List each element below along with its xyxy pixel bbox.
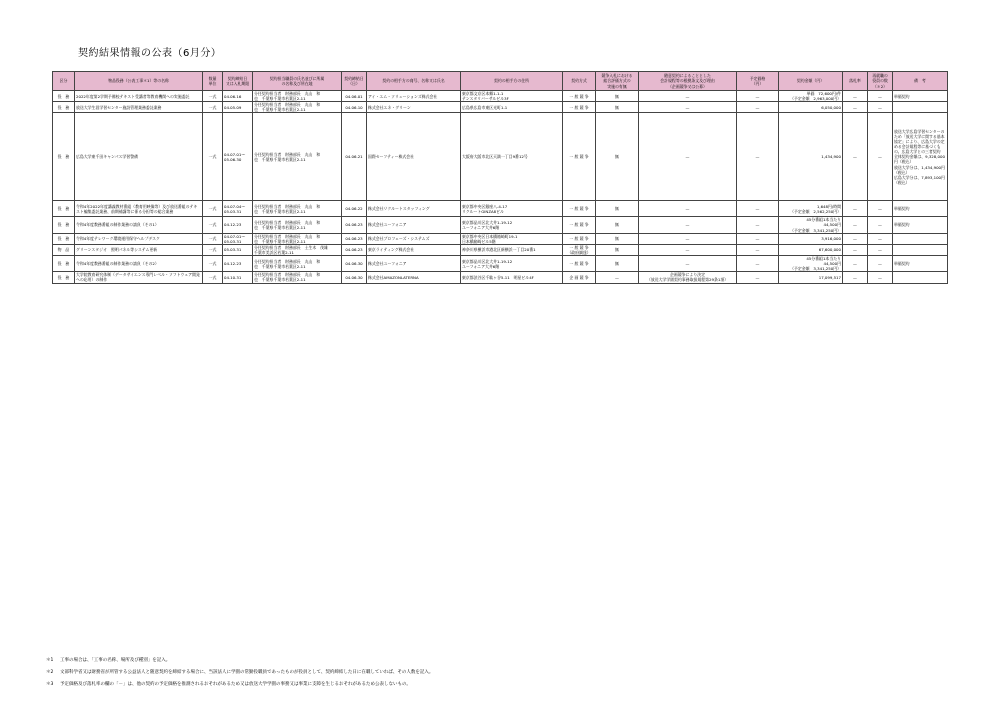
table-row [53, 233, 948, 244]
table-cell: 一式 [203, 113, 223, 201]
page-title: 契約結果情報の公表（6月分） [78, 48, 222, 59]
table-cell: 04.07.01～ 05.06.30 [223, 113, 253, 201]
table-cell: 一式 [203, 217, 223, 233]
table-cell: 東京都中央区銀座八-4-17 リクルートGINZA8ビル [461, 201, 563, 217]
table-cell: 広島大学東千田キャンパス学習警備 [75, 113, 203, 201]
table-cell: 大阪府大阪市北区天満一丁目9番12号 [461, 113, 563, 201]
footnote-text: 予定価格及び落札率の欄の「－」は、他の契約の予定価格を推測されるおそれがあるため又は放送大学学園の事務又は事業に支障を生じるおそれがあるため公表しないもの。 [60, 682, 411, 687]
table-cell: — [737, 91, 779, 102]
table-cell: 04.06.01 [342, 91, 367, 102]
table-cell: 無 [596, 113, 639, 201]
contract-table [52, 71, 948, 284]
table-cell: 一 般 競 争 [563, 233, 596, 244]
table-cell: 分任契約担当者 財務部長 丸山 和 也 千葉県千葉市若葉区2-11 [253, 201, 342, 217]
table-cell [893, 102, 948, 113]
table-cell: 株式会社ブロフェーズ・システムズ [367, 233, 461, 244]
table-cell: 令和4年度教務番組の制作業務の請負（その2） [75, 256, 203, 272]
table-cell: 東京都渋谷区千駄ヶ谷5-11 明星ビル4F [461, 272, 563, 283]
table-cell: — [737, 272, 779, 283]
table-row [53, 102, 948, 113]
table-cell: 株式会社AMAZONLATERNA [367, 272, 461, 283]
table-cell: 一 般 競 争 [563, 256, 596, 272]
table-cell: 国際セーフティー株式会社 [367, 113, 461, 201]
table-cell: 役 務 [53, 233, 75, 244]
table-cell: — [868, 233, 893, 244]
table-cell: — [639, 91, 737, 102]
table-cell: 令和4年度テレワーク環境運用保守ヘルプデスク [75, 233, 203, 244]
table-cell: 企 画 競 争 [563, 272, 596, 283]
table-cell: 分任契約担当者 財務部長 土生木 茂雄 千葉市美浜区若葉2-11 [253, 244, 342, 255]
table-cell: 一式 [203, 244, 223, 255]
table-cell: 04.06.23 [342, 244, 367, 255]
table-cell: 67,600,000 [779, 244, 843, 255]
table-cell: 分任契約担当者 財務部長 丸山 和 也 千葉県千葉市若葉区2-11 [253, 91, 342, 102]
table-cell: 一式 [203, 201, 223, 217]
table-cell: 令和4年度教務番組の制作業務の請負（その1） [75, 217, 203, 233]
table-cell: 一 般 競 争 [563, 102, 596, 113]
table-cell: 04.12.23 [223, 217, 253, 233]
footnote-text: 文部科学省又は財務省が所管する公益法人と随意契約を締結する場合に、当該法人に学園の常勤役職員であったものが役員として、契約締結した日に在職していれば、その人数を記入。 [60, 670, 434, 675]
column-header: 備 考 [893, 72, 948, 91]
table-cell: 04.06.16 [223, 91, 253, 102]
table-cell: 無 [596, 244, 639, 255]
table-cell: 東京都文京区本郷1-1-1 テンスタリバーサルビル3F [461, 91, 563, 102]
table-cell: — [868, 113, 893, 201]
table-cell: — [639, 201, 737, 217]
table-cell: — [843, 113, 868, 201]
column-header: 落札率 [843, 72, 868, 91]
table-cell [893, 272, 948, 283]
table-cell: — [843, 244, 868, 255]
table-cell: 分任契約担当者 財務部長 丸山 和 也 千葉県千葉市若葉区2-11 [253, 113, 342, 201]
table-row [53, 201, 948, 217]
table-cell: 04.05.09 [223, 102, 253, 113]
table-cell: 役 務 [53, 217, 75, 233]
table-cell: — [737, 244, 779, 255]
table-cell: 株式会社ユーフォニア [367, 256, 461, 272]
table-cell: 無 [596, 201, 639, 217]
footnote-mark: ＊3 [46, 682, 54, 687]
table-cell: 一 般 競 争 [563, 91, 596, 102]
column-header: 契約方式 [563, 72, 596, 91]
table-cell: — [639, 217, 737, 233]
table-cell: 04.06.23 [342, 233, 367, 244]
table-cell: アイ・エム・ソリューションズ株式会社 [367, 91, 461, 102]
table-cell: 6,050,000 [779, 102, 843, 113]
table-cell: 1,434,900 [779, 113, 843, 201]
column-header: 契約締結日 （日） [342, 72, 367, 91]
table-cell: 放送大学生涯学習センター施設管理業務委託業務 [75, 102, 203, 113]
table-cell: — [843, 233, 868, 244]
table-cell: 一 般 競 争 [563, 217, 596, 233]
table-cell: 17,099,517 [779, 272, 843, 283]
table-cell: — [596, 272, 639, 283]
table-cell: — [639, 256, 737, 272]
table-cell: 04.06.23 [342, 217, 367, 233]
table-cell: 04.10.31 [223, 272, 253, 283]
table-cell: 単価契約 [893, 201, 948, 217]
table-row [53, 256, 948, 272]
table-cell: 単価契約 [893, 256, 948, 272]
column-header: 契約締結日 又は入札期限 [223, 72, 253, 91]
table-row [53, 113, 948, 201]
table-cell: 神奈川県横浜市港北区新横浜一丁目20番1 [461, 244, 563, 255]
table-cell: 04.06.21 [342, 113, 367, 201]
table-cell: — [843, 272, 868, 283]
table-cell: グリーンスタジオ 照明パネル等システム更新 [75, 244, 203, 255]
table-cell: 株式会社エネ・グリーン [367, 102, 461, 113]
column-header: 再就職の 役員の数 （＊2） [868, 72, 893, 91]
table-cell: 45分番組1本当たり 44,500円 （予定金額 3,341,250円） [779, 256, 843, 272]
table-cell: 04.12.23 [223, 256, 253, 272]
table-cell: 3,916,000 [779, 233, 843, 244]
table-body [53, 91, 948, 284]
table-cell: 一式 [203, 272, 223, 283]
table-row [53, 244, 948, 255]
footnote [46, 670, 966, 676]
table-cell: — [843, 102, 868, 113]
column-header: 契約の相手方の商号、名称又は氏名 [367, 72, 461, 91]
footnote-text: 工事の場合は、「工事の名称、場所及び種別」を記入。 [60, 658, 171, 663]
table-cell: 役 務 [53, 102, 75, 113]
table-cell: 04.06.10 [342, 102, 367, 113]
table-cell: 一式 [203, 256, 223, 272]
table-cell: — [868, 217, 893, 233]
column-header: 契約金額（円） [779, 72, 843, 91]
column-header: 予定価格 （円） [737, 72, 779, 91]
table-cell: 04.07.01～ 05.03.31 [223, 233, 253, 244]
table-cell: 株式会社リクルートスタッフィング [367, 201, 461, 217]
table-cell: 04.06.30 [342, 256, 367, 272]
table-cell: 分任契約担当者 財務部長 丸山 和 也 千葉県千葉市若葉区2-11 [253, 256, 342, 272]
column-header: 競争入札における 総合評価方式の 実施の有無 [596, 72, 639, 91]
table-cell: — [868, 256, 893, 272]
table-cell: — [737, 217, 779, 233]
table-cell: 単価契約 [893, 217, 948, 233]
table-cell: 物 品 [53, 244, 75, 255]
table-cell: 一 般 競 争 [563, 201, 596, 217]
column-header: 数量 単位 [203, 72, 223, 91]
column-header: 契約担当職員の氏名並びに所属 の名称及び所在地 [253, 72, 342, 91]
table-cell: 一 般 競 争 （政府調達） [563, 244, 596, 255]
table-cell: — [868, 201, 893, 217]
table-cell: 1,648円/時間 （予定金額 2,562,250円） [779, 201, 843, 217]
table-cell: — [737, 113, 779, 201]
table-cell: — [843, 91, 868, 102]
table-cell: 分任契約担当者 財務部長 丸山 和 也 千葉県千葉市若葉区2-11 [253, 233, 342, 244]
table-cell: 04.06.30 [342, 272, 367, 283]
table-cell: 無 [596, 91, 639, 102]
table-cell: 45分番組1本当たり 44,500円 （予定金額 3,341,250円） [779, 217, 843, 233]
table-cell: — [843, 217, 868, 233]
table-cell: 04.06.22 [342, 201, 367, 217]
table-cell: 東京都中央区日本橋箱崎町19-1 日本橋箱崎ビル5階 [461, 233, 563, 244]
table-cell: — [737, 201, 779, 217]
table-cell: — [737, 256, 779, 272]
table-cell: — [737, 233, 779, 244]
table-cell: 分任契約担当者 財務部長 丸山 和 也 千葉県千葉市若葉区2-11 [253, 217, 342, 233]
table-cell: 令和4年2022年度講義教材番組（教育用映像等）及び放送番組のテキスト編集委託業務、前期補講等に係る分担等の総合業務 [75, 201, 203, 217]
table-cell [893, 244, 948, 255]
table-cell: 無 [596, 256, 639, 272]
column-header: 契約の相手方の住所 [461, 72, 563, 91]
table-cell: — [639, 244, 737, 255]
table-row [53, 272, 948, 283]
table-cell: 大学院教育研究体制（データサイエンス専門レベル・ソフトウェア開発への応用）の制作 [75, 272, 203, 283]
table-cell: 無 [596, 217, 639, 233]
column-header: 区分 [53, 72, 75, 91]
table-cell: 2022年度第2学期予備校テキスト受講者等教育機関への実施委託 [75, 91, 203, 102]
table-cell: 05.03.31 [223, 244, 253, 255]
header-row [53, 72, 948, 91]
table-cell: 東京都品川区北大井1-19-12 ユーフォニア大井6階 [461, 256, 563, 272]
table-cell: — [639, 113, 737, 201]
table-row [53, 91, 948, 102]
table-cell: — [737, 102, 779, 113]
footnotes [46, 658, 966, 694]
table-row [53, 217, 948, 233]
footnote [46, 658, 966, 664]
column-header: 物品役務（公表工事＊1）等の名称 [75, 72, 203, 91]
table-cell: — [639, 233, 737, 244]
table-cell: 東京都品川区北大井1-19-12 ユーフォニア大井6階 [461, 217, 563, 233]
table-cell: 一式 [203, 102, 223, 113]
table-cell: 無 [596, 233, 639, 244]
column-header: 随意契約によることとした 会計規程等の根拠条文及び理由 （企画競争又は公募） [639, 72, 737, 91]
table-cell: 単価契約 [893, 91, 948, 102]
table-cell: 無 [596, 102, 639, 113]
table-cell: 役 務 [53, 201, 75, 217]
table-cell: 役 務 [53, 256, 75, 272]
table-cell: 一式 [203, 91, 223, 102]
table-cell: — [868, 102, 893, 113]
table-cell: 役 務 [53, 113, 75, 201]
table-cell: 04.07.04～ 05.03.31 [223, 201, 253, 217]
table-cell: 役 務 [53, 91, 75, 102]
table-cell: 株式会社ユーフォニア [367, 217, 461, 233]
table-cell: 企画競争により決定 （放送大学学園契約事務取扱規程第29条1項） [639, 272, 737, 283]
table-cell: — [868, 244, 893, 255]
table-cell: 放送大学広島学習センターのため「放送大学に関する基本協定」により、広島大学の定める会計規程等に基づくもの。広島大学との三者契約 全体契約金額は、9,328,000円（税込） 放送大学分は、1,434,900円（税込） 広島大学分は、7,893,100円（税込） [893, 113, 948, 201]
table-cell: 分任契約担当者 財務部長 丸山 和 也 千葉県千葉市若葉区2-11 [253, 272, 342, 283]
table-cell: 東京ライティング株式会社 [367, 244, 461, 255]
table-cell: 役 務 [53, 272, 75, 283]
table-cell: 単価 72,600円/件 （予定金額 2,963,000円） [779, 91, 843, 102]
table-cell: — [843, 256, 868, 272]
table-cell: — [843, 201, 868, 217]
footnote-mark: ＊2 [46, 670, 54, 675]
table-cell: 分任契約担当者 財務部長 丸山 和 也 千葉県千葉市若葉区2-11 [253, 102, 342, 113]
table-cell: 広島県広島市東区光町1-1 [461, 102, 563, 113]
footnote-mark: ＊1 [46, 658, 54, 663]
table-cell: 一式 [203, 233, 223, 244]
table-cell: 一 般 競 争 [563, 113, 596, 201]
table-cell: — [868, 272, 893, 283]
table-cell: — [639, 102, 737, 113]
footnote [46, 682, 966, 688]
table-cell: — [868, 91, 893, 102]
table-cell [893, 233, 948, 244]
